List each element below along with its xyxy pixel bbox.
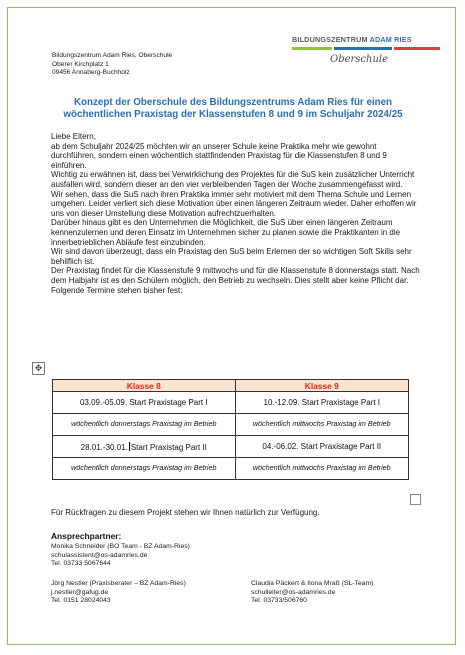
contact-phone: Tel. 0151 28024043 [51,597,111,605]
table-cell[interactable]: wöchentlich donnerstags Praxistag im Betrieb [53,414,236,436]
school-logo [292,35,442,75]
paragraph: Wir sind davon überzeugt, dass ein Praxistag den SuS beim Erlernen der so wichtigen Soft Skills sehr behilflich ist. [51,247,412,266]
text-cursor [129,442,130,451]
contact-block-praxisberater [51,580,186,606]
logo-subtitle: Oberschule [330,54,389,65]
table-row [53,392,409,414]
logo-bar-green [292,47,332,50]
logo-text-right: ADAM RIES [369,35,412,44]
table-move-handle-icon[interactable]: ✥ [32,362,45,375]
contact-email[interactable]: schulassistent@os-adamries.de [51,551,148,559]
table-cell[interactable]: wöchentlich donnerstags Praxistag im Betrieb [53,458,236,480]
contact-phone: Tel. 03733/506760 [251,597,307,605]
sender-address [52,52,172,78]
contact-block-bo-team [51,543,190,569]
contact-email[interactable]: j.nestler@gafug.de [51,588,109,596]
table-cell[interactable]: 10.-12.09. Start Praxistage Part I [235,392,408,414]
table-cell-editing[interactable] [53,436,236,458]
cell-event-text: Start Praxistag Part II [130,442,207,452]
closing-sentence: Für Rückfragen zu diesem Projekt stehen wir Ihnen natürlich zur Verfügung. [51,508,320,517]
table-header-class-8: Klasse 8 [53,380,236,392]
contact-name: Claudia Päckert & Ilona Mraß (SL-Team) [251,580,374,587]
document-title: Konzept der Oberschule des Bildungszentrums Adam Ries für einen wöchentlichen Praxistag der Klassenstufen 8 und 9 im Schuljahr 2024/25 [63,97,403,120]
table-resize-handle[interactable] [410,494,421,505]
table-cell[interactable]: 03.09.-05.09. Start Praxistage Part I [53,392,236,414]
contact-phone: Tel. 03733 5067644 [51,560,111,568]
table-cell[interactable]: 04.-06.02. Start Praxistage Part II [235,436,408,458]
logo-text-left: BILDUNGSZENTRUM [292,35,368,44]
logo-bar-red [394,47,440,50]
paragraph: Der Praxistag findet für die Klassenstufe 9 mittwochs und für die Klassenstufe 8 donnerstags statt. Nach dem Halbjahr ist es den Schülern möglich, den Betrieb zu wechseln. Dies stellt aber keine Pflicht dar. [51,266,420,285]
logo-bar-blue [334,47,392,50]
dates-table [52,379,409,480]
paragraph: Darüber hinaus gibt es den Unternehmen die Möglichkeit, die SuS über einen längeren Zeitraum kennenzulernen und deren Einsatz im Unternehmen sicher zu planen sowie die Praktikanten in die innerbetrieblichen Abläufe fest einzubinden. [51,218,401,247]
address-line-2: Oberer Kirchplatz 1 [52,60,109,68]
contact-name: Jörg Nestler (Praxisberater – BZ Adam-Ries) [51,580,186,587]
logo-wordmark [292,35,412,44]
table-cell[interactable]: wöchentlich mittwochs Praxistag im Betrieb [235,414,408,436]
contact-email[interactable]: schulleiter@os-adamries.de [251,588,336,596]
paragraph: Wichtig zu erwähnen ist, dass bei Verwirklichung des Projektes für die SuS kein zusätzlicher Unterricht ausfallen wird, sondern dieser an den vier verbleibenden Tagen der Woche zusammengefasst wird. [51,170,415,189]
contact-heading: Ansprechpartner: [51,531,122,541]
table-header-class-9: Klasse 9 [235,380,408,392]
paragraph: Folgende Termine stehen bisher fest: [51,285,183,295]
table-row [53,436,409,458]
paragraph: Wir sehen, dass die SuS nach ihren Praktika immer sehr motiviert mit dem Thema Schule und Lernen umgehen. Leider verliert sich diese Motivation über einen längeren Zeitraum wieder. Daher erhoffen wir uns von dieser Umstellung diese Motivation aufrechtzuerhalten. [51,189,417,218]
address-line-1: Bildungszentrum Adam Ries, Oberschule [52,52,173,59]
paragraph: ab dem Schuljahr 2024/25 möchten wir an unserer Schule keine Praktika mehr wie gewohnt durchführen, sondern einen wöchentlich stattfindenden Praxistag für die Klassenstufen 8 und 9 einführen. [51,141,387,170]
contact-name: Monika Schneider (BO Team - BZ Adam-Ries) [51,543,190,550]
table-row [53,414,409,436]
table-row [53,458,409,480]
address-line-3: 09456 Annaberg-Buchholz [52,69,130,77]
contact-block-sl-team [251,580,373,606]
cell-date-text: 28.01.-30.01. [80,442,128,452]
table-cell[interactable]: wöchentlich mittwochs Praxistag im Betrieb [235,458,408,480]
letter-body [51,132,421,295]
paragraph-salutation: Liebe Eltern, [51,132,96,141]
